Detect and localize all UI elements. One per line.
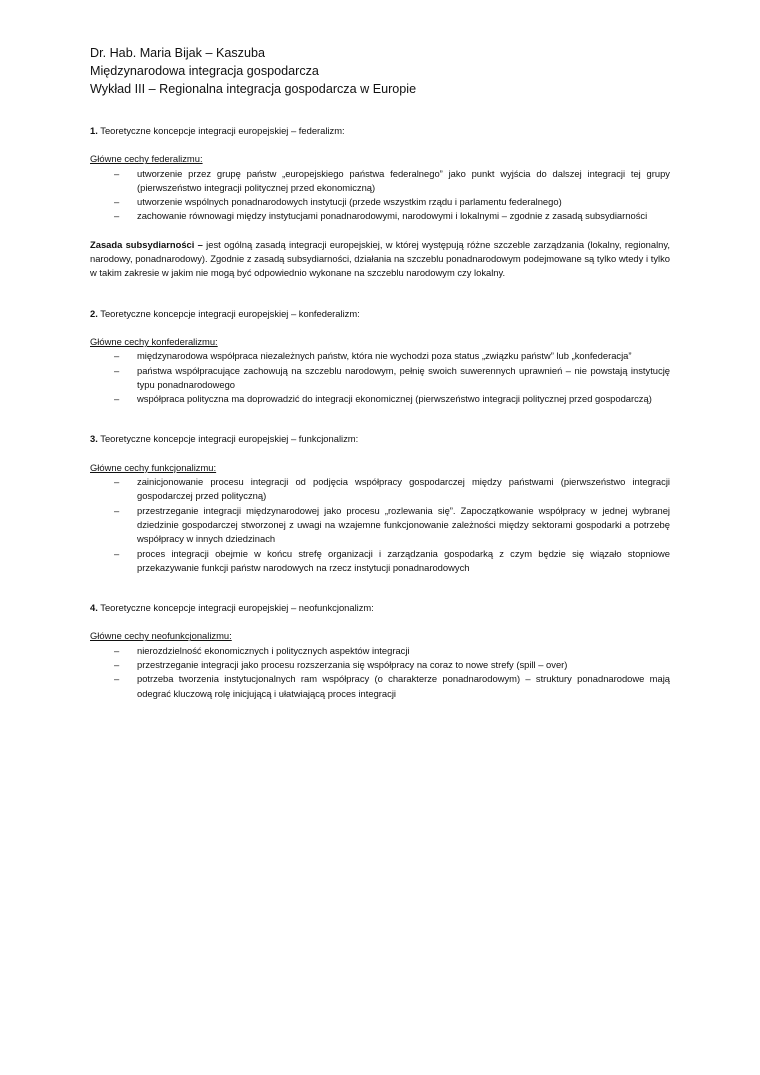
dash-bullet: – bbox=[114, 504, 120, 516]
list-item bbox=[90, 672, 670, 701]
section-heading bbox=[90, 124, 670, 138]
document-page bbox=[90, 44, 670, 701]
section-title-text: Teoretyczne koncepcje integracji europejskiej – funkcjonalizm: bbox=[97, 433, 359, 445]
subsidiarity-definition bbox=[90, 238, 670, 281]
author-line: Dr. Hab. Maria Bijak – Kaszuba bbox=[90, 46, 265, 60]
feature-list bbox=[90, 644, 670, 701]
list-item-text: utworzenie wspólnych ponadnarodowych instytucji (przede wszystkim rządu i parlamentu federalnego) bbox=[137, 196, 562, 208]
list-item-text: proces integracji obejmie w końcu strefę organizacji i zarządzania gospodarką z czym będzie się wiązało stopniowe przekazywanie funkcji państw narodowych na rzecz instytucji ponadnarodowych bbox=[137, 547, 670, 573]
list-item-text: przestrzeganie integracji międzynarodowej jako procesu „rozlewania się”. Zapoczątkowanie współpracy w jednej wybranej dziedzinie gospodarczej stworzonej z uwagi na wzajemne funkcjonowanie zależności między sektorami gospodarki a potrzebę współpracy w innych dziedzinach bbox=[137, 504, 670, 545]
features-label: Główne cechy konfederalizmu: bbox=[90, 335, 218, 347]
dash-bullet: – bbox=[114, 673, 120, 685]
list-item-text: utworzenie przez grupę państw „europejskiego państwa federalnego” jako punkt wyjścia do dalszej integracji tej grupy (pierwszeństwo integracji politycznej przed ekonomiczną) bbox=[137, 167, 670, 193]
list-item bbox=[90, 364, 670, 393]
dash-bullet: – bbox=[114, 644, 120, 656]
list-item-text: przestrzeganie integracji jako procesu rozszerzania się współpracy na coraz to nowe strefy (spill – over) bbox=[137, 659, 568, 671]
dash-bullet: – bbox=[114, 547, 120, 559]
list-item bbox=[90, 504, 670, 547]
list-item bbox=[90, 392, 670, 406]
list-item bbox=[90, 209, 670, 223]
dash-bullet: – bbox=[114, 196, 120, 208]
dash-bullet: – bbox=[114, 364, 120, 376]
section-functionalism bbox=[90, 432, 670, 575]
dash-bullet: – bbox=[114, 210, 120, 222]
features-label: Główne cechy funkcjonalizmu: bbox=[90, 461, 217, 473]
section-number: 3. bbox=[90, 433, 98, 445]
list-item bbox=[90, 167, 670, 196]
section-heading bbox=[90, 307, 670, 321]
list-item bbox=[90, 349, 670, 363]
definition-text: jest ogólną zasadą integracji europejskiej, w której występują różne szczeble zarządzania (lokalny, regionalny, narodowy, ponadnarodowy). Zgodnie z zasadą subsydiarności, działania na szczeblu ponadnarodowym podejmowane są tylko wtedy i tylko w takim zakresie w jakim nie mogą być odpowiednio wykonane na szczeblu narodowym czy lokalny. bbox=[90, 238, 670, 279]
dash-bullet: – bbox=[114, 393, 120, 405]
section-title-text: Teoretyczne koncepcje integracji europejskiej – neofunkcjonalizm: bbox=[97, 602, 374, 614]
dash-bullet: – bbox=[114, 476, 120, 488]
section-neofunctionalism bbox=[90, 601, 670, 701]
section-heading bbox=[90, 432, 670, 446]
section-title-text: Teoretyczne koncepcje integracji europejskiej – konfederalizm: bbox=[97, 307, 360, 319]
list-item bbox=[90, 195, 670, 209]
section-number: 1. bbox=[90, 125, 98, 136]
section-federalism bbox=[90, 124, 670, 281]
section-number: 2. bbox=[90, 307, 98, 319]
list-item-text: nierozdzielność ekonomicznych i politycznych aspektów integracji bbox=[137, 644, 410, 656]
list-item-text: zainicjonowanie procesu integracji od podjęcia współpracy gospodarczej między państwami (pierwszeństwo integracji gospodarczej przed polityczną) bbox=[137, 476, 670, 502]
list-item-text: międzynarodowa współpraca niezależnych państw, która nie wychodzi poza status „związku państw” lub „konfederacja” bbox=[137, 350, 632, 362]
feature-list bbox=[90, 167, 670, 224]
dash-bullet: – bbox=[114, 167, 120, 179]
section-title-text: Teoretyczne koncepcje integracji europejskiej – federalizm: bbox=[97, 125, 345, 136]
list-item bbox=[90, 658, 670, 672]
feature-list bbox=[90, 349, 670, 406]
list-item-text: zachowanie równowagi między instytucjami ponadnarodowymi, narodowymi i lokalnymi – zgodnie z zasadą subsydiarności bbox=[137, 210, 648, 222]
section-confederalism bbox=[90, 307, 670, 407]
list-item-text: potrzeba tworzenia instytucjonalnych ram współpracy (o charakterze ponadnarodowym) – struktury ponadnarodowe mają odegrać kluczową rolę inicjującą i ułatwiającą proces integracji bbox=[137, 673, 670, 699]
dash-bullet: – bbox=[114, 350, 120, 362]
definition-term: Zasada subsydiarności – bbox=[90, 238, 203, 250]
list-item-text: współpraca polityczna ma doprowadzić do integracji ekonomicznej (pierwszeństwo integracji politycznej przed gospodarczą) bbox=[137, 393, 652, 405]
features-label: Główne cechy federalizmu: bbox=[90, 153, 203, 165]
features-label: Główne cechy neofunkcjonalizmu: bbox=[90, 630, 232, 642]
list-item-text: państwa współpracujące zachowują na szczeblu narodowym, pełnię swoich suwerennych uprawnień – nie powstają instytucję typu ponadnarodowego bbox=[137, 364, 670, 390]
list-item bbox=[90, 644, 670, 658]
list-item bbox=[90, 475, 670, 504]
section-heading bbox=[90, 601, 670, 615]
feature-list bbox=[90, 475, 670, 575]
lecture-title: Wykład III – Regionalna integracja gospodarcza w Europie bbox=[90, 82, 417, 96]
section-number: 4. bbox=[90, 602, 98, 614]
list-item bbox=[90, 547, 670, 576]
dash-bullet: – bbox=[114, 659, 120, 671]
course-title: Międzynarodowa integracja gospodarcza bbox=[90, 64, 319, 78]
